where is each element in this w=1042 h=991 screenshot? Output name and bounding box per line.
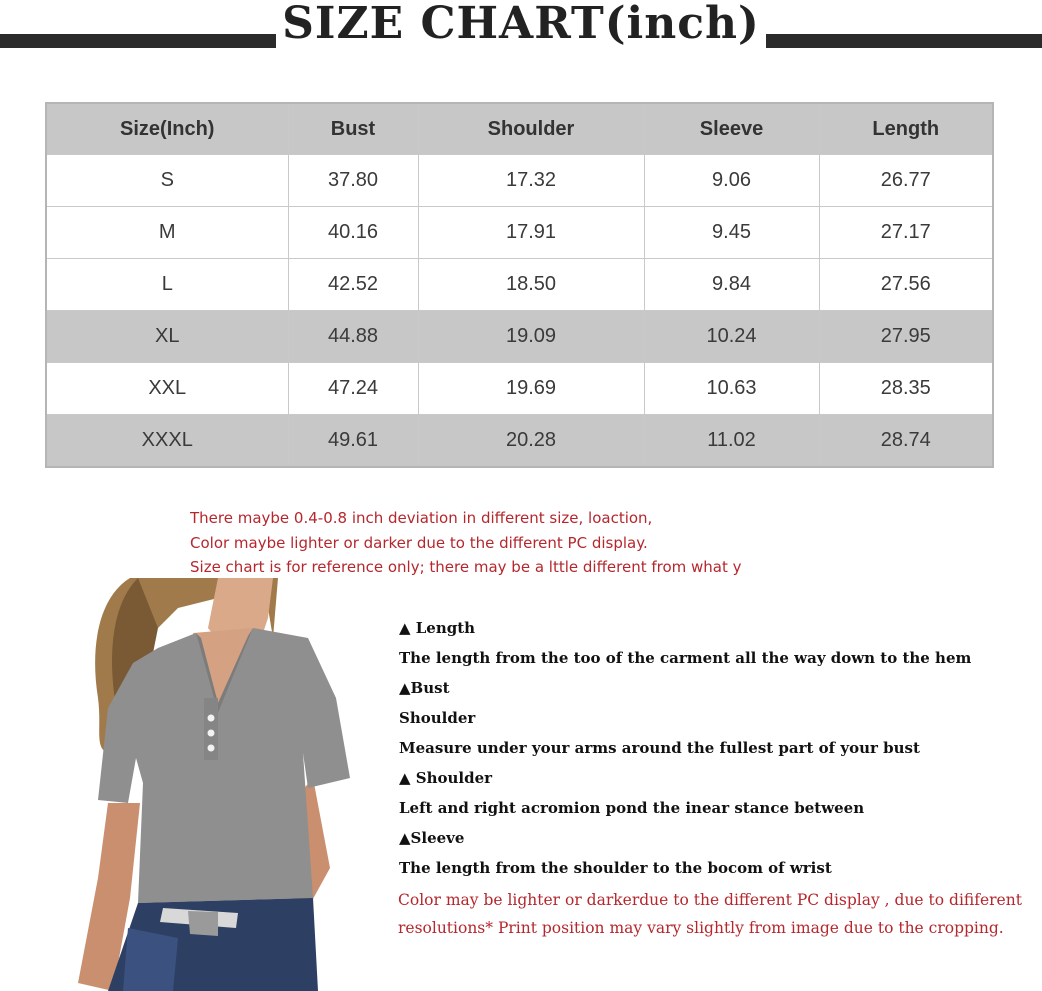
page-title: SIZE CHART(inch) bbox=[0, 0, 1042, 48]
cell-size: L bbox=[46, 259, 288, 311]
deviation-notes bbox=[190, 506, 750, 580]
cell-sleeve: 9.45 bbox=[644, 207, 819, 259]
cell-length: 27.17 bbox=[819, 207, 993, 259]
footer-note-line: resolutions* Print position may vary slightly from image due to the cropping. bbox=[398, 919, 1004, 937]
cell-size: M bbox=[46, 207, 288, 259]
cell-size: XXXL bbox=[46, 415, 288, 468]
desc-sleeve-text: The length from the shoulder to the bocom of wrist bbox=[399, 859, 832, 877]
cell-length: 26.77 bbox=[819, 155, 993, 207]
cell-size: XXL bbox=[46, 363, 288, 415]
cell-shoulder: 19.69 bbox=[418, 363, 644, 415]
cell-bust: 40.16 bbox=[288, 207, 418, 259]
cell-bust: 42.52 bbox=[288, 259, 418, 311]
size-chart-table bbox=[45, 102, 994, 468]
cell-length: 28.74 bbox=[819, 415, 993, 468]
measurement-descriptions bbox=[399, 615, 1029, 885]
desc-length-heading: ▲ Length bbox=[399, 619, 476, 637]
note-line: There maybe 0.4-0.8 inch deviation in different size, loaction, bbox=[190, 509, 653, 527]
cell-size: S bbox=[46, 155, 288, 207]
desc-shoulder-heading: ▲ Shoulder bbox=[399, 769, 493, 787]
cell-bust: 47.24 bbox=[288, 363, 418, 415]
table-row bbox=[46, 207, 993, 259]
header-length: Length bbox=[819, 103, 993, 155]
footer-notes bbox=[398, 886, 1028, 942]
cell-bust: 49.61 bbox=[288, 415, 418, 468]
header-sleeve: Sleeve bbox=[644, 103, 819, 155]
cell-sleeve: 10.24 bbox=[644, 311, 819, 363]
note-line: Color maybe lighter or darker due to the different PC display. bbox=[190, 533, 648, 552]
table-header-row bbox=[46, 103, 993, 155]
cell-bust: 44.88 bbox=[288, 311, 418, 363]
footer-note-line: Color may be lighter or darkerdue to the different PC display , due to dififerent bbox=[398, 891, 1022, 909]
cell-sleeve: 10.63 bbox=[644, 363, 819, 415]
desc-length-text: The length from the too of the carment all the way down to the hem bbox=[399, 649, 972, 667]
cell-size: XL bbox=[46, 311, 288, 363]
cell-shoulder: 20.28 bbox=[418, 415, 644, 468]
cell-sleeve: 9.84 bbox=[644, 259, 819, 311]
desc-shoulder-label: Shoulder bbox=[399, 709, 476, 727]
model-shirt-illustration bbox=[68, 578, 358, 991]
cell-sleeve: 11.02 bbox=[644, 415, 819, 468]
cell-length: 27.95 bbox=[819, 311, 993, 363]
table-row bbox=[46, 155, 993, 207]
header-shoulder: Shoulder bbox=[418, 103, 644, 155]
cell-bust: 37.80 bbox=[288, 155, 418, 207]
cell-shoulder: 19.09 bbox=[418, 311, 644, 363]
table-row bbox=[46, 259, 993, 311]
cell-shoulder: 17.32 bbox=[418, 155, 644, 207]
cell-length: 28.35 bbox=[819, 363, 993, 415]
header-bust: Bust bbox=[288, 103, 418, 155]
cell-length: 27.56 bbox=[819, 259, 993, 311]
desc-bust-text: Measure under your arms around the fullest part of your bust bbox=[399, 739, 920, 757]
cell-shoulder: 18.50 bbox=[418, 259, 644, 311]
table-row bbox=[46, 363, 993, 415]
desc-shoulder-text: Left and right acromion pond the inear stance between bbox=[399, 799, 865, 817]
cell-shoulder: 17.91 bbox=[418, 207, 644, 259]
table-row bbox=[46, 415, 993, 468]
table-row bbox=[46, 311, 993, 363]
header-size: Size(Inch) bbox=[46, 103, 288, 155]
desc-sleeve-heading: ▲Sleeve bbox=[399, 829, 465, 847]
desc-bust-heading: ▲Bust bbox=[399, 679, 450, 697]
note-line: Size chart is for reference only; there may be a lttle different from what y bbox=[190, 558, 742, 576]
shirt-figure-graphic bbox=[68, 578, 358, 991]
cell-sleeve: 9.06 bbox=[644, 155, 819, 207]
